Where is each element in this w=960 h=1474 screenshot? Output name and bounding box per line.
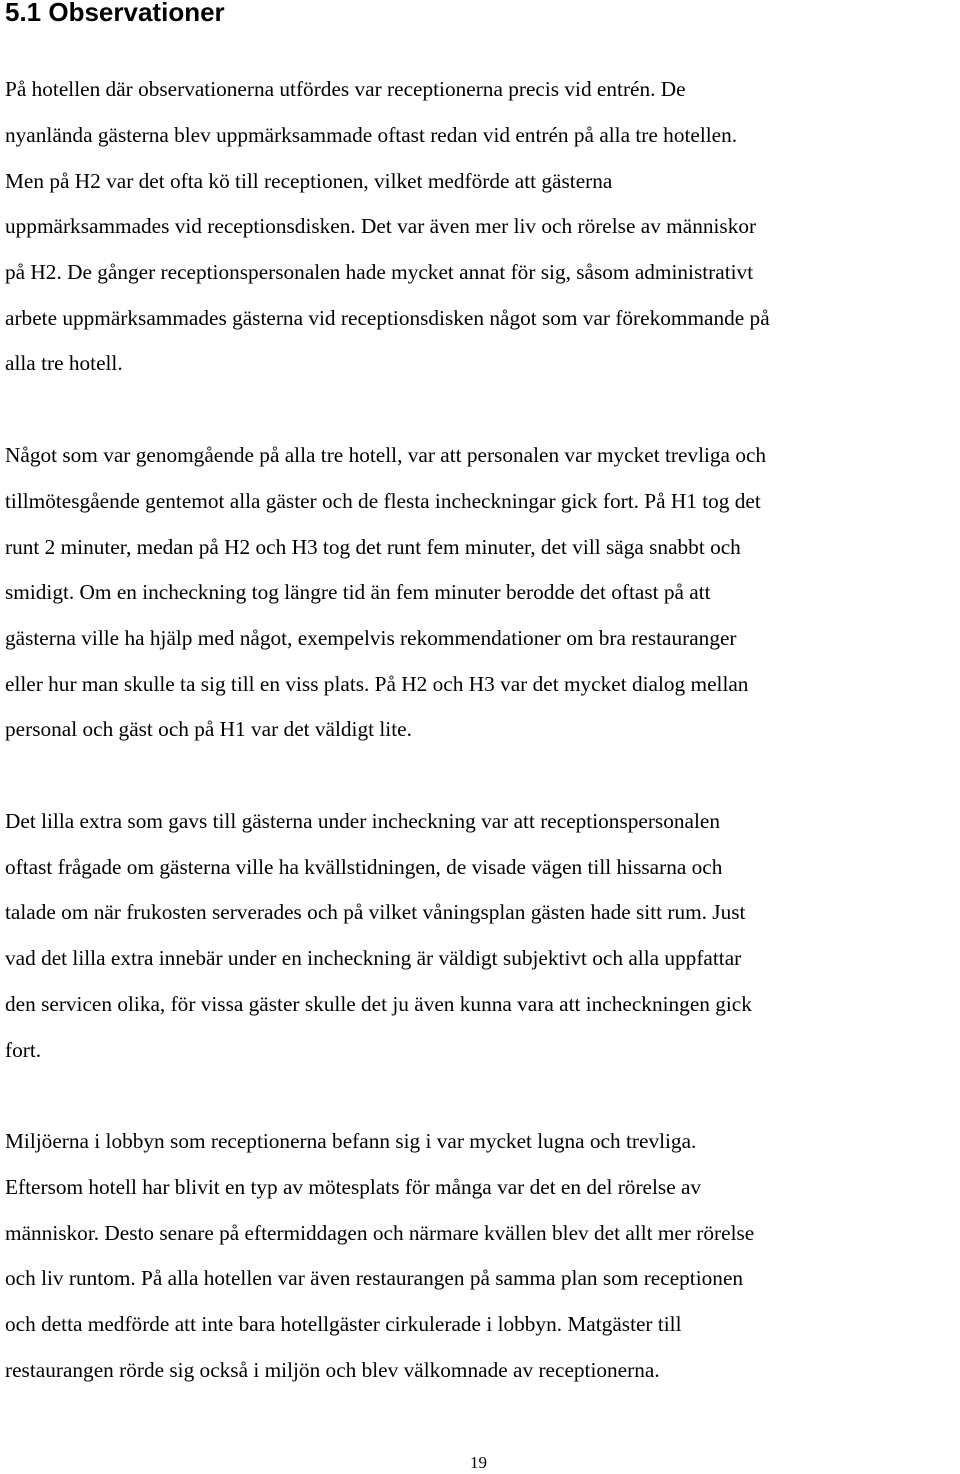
paragraph-line: och liv runtom. På alla hotellen var även restaurangen på samma plan som receptionen — [5, 1266, 744, 1290]
paragraph-line: oftast frågade om gästerna ville ha kvällstidningen, de visade vägen till hissarna och — [5, 855, 723, 879]
paragraph-line: runt 2 minuter, medan på H2 och H3 tog det runt fem minuter, det vill säga snabbt och — [5, 535, 741, 559]
paragraph-line: tillmötesgående gentemot alla gäster och de flesta incheckningar gick fort. På H1 tog det — [5, 489, 761, 513]
paragraph-line: fort. — [5, 1038, 42, 1062]
paragraph-line: På hotellen där observationerna utfördes var receptionerna precis vid entrén. De — [5, 77, 686, 101]
page-number: 19 — [470, 1453, 487, 1472]
paragraph-line: gästerna ville ha hjälp med något, exempelvis rekommendationer om bra restauranger — [5, 626, 737, 650]
paragraph-line: eller hur man skulle ta sig till en viss plats. På H2 och H3 var det mycket dialog mellan — [5, 672, 749, 696]
paragraph-line: uppmärksammades vid receptionsdisken. Det var även mer liv och rörelse av människor — [5, 214, 757, 238]
paragraph-line: på H2. De gånger receptionspersonalen hade mycket annat för sig, såsom administrativt — [5, 260, 754, 284]
paragraph-line: nyanlända gästerna blev uppmärksammade oftast redan vid entrén på alla tre hotellen. — [5, 123, 738, 147]
paragraph-line: arbete uppmärksammades gästerna vid receptionsdisken något som var förekommande på — [5, 306, 770, 330]
paragraph-line: människor. Desto senare på eftermiddagen och närmare kvällen blev det allt mer rörelse — [5, 1221, 755, 1245]
paragraph-line: Eftersom hotell har blivit en typ av mötesplats för många var det en del rörelse av — [5, 1175, 702, 1199]
paragraph-line: den servicen olika, för vissa gäster skulle det ju även kunna vara att incheckningen gick — [5, 992, 752, 1016]
section-heading: 5.1 Observationer — [5, 0, 225, 27]
paragraph-line: vad det lilla extra innebär under en incheckning är väldigt subjektivt och alla uppfattar — [5, 946, 742, 970]
paragraph-line: restaurangen rörde sig också i miljön och blev välkomnade av receptionerna. — [5, 1358, 660, 1382]
paragraph-line: personal och gäst och på H1 var det väldigt lite. — [5, 717, 412, 741]
paragraph-line: Det lilla extra som gavs till gästerna under incheckning var att receptionspersonalen — [5, 809, 720, 833]
paragraph-line: smidigt. Om en incheckning tog längre tid än fem minuter berodde det oftast på att — [5, 580, 711, 604]
paragraph-line: Men på H2 var det ofta kö till receptionen, vilket medförde att gästerna — [5, 169, 613, 193]
paragraph-line: Miljöerna i lobbyn som receptionerna befann sig i var mycket lugna och trevliga. — [5, 1129, 697, 1153]
paragraph-line: talade om när frukosten serverades och på vilket våningsplan gästen hade sitt rum. Just — [5, 900, 746, 924]
paragraph-line: Något som var genomgående på alla tre hotell, var att personalen var mycket trevliga och — [5, 443, 767, 467]
paragraph-line: alla tre hotell. — [5, 351, 123, 375]
paragraph-line: och detta medförde att inte bara hotellgäster cirkulerade i lobbyn. Matgäster till — [5, 1312, 682, 1336]
